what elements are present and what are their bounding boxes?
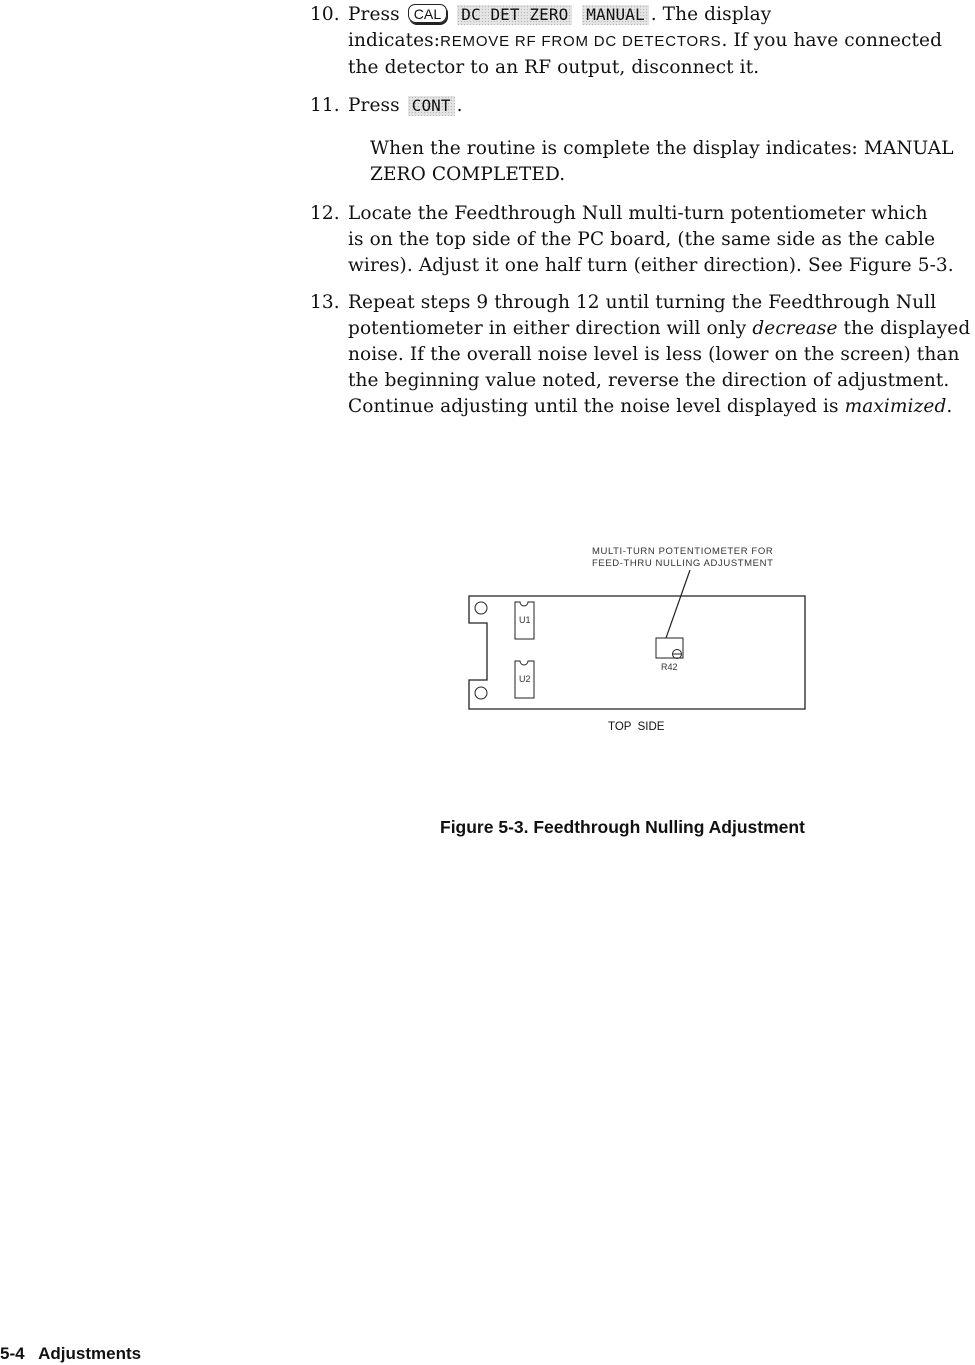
emphasis-maximized: maximized [844, 396, 947, 417]
callout-label-line1: MULTI-TURN POTENTIOMETER FOR [592, 546, 774, 557]
step-body [348, 290, 975, 420]
step-number: 13. [310, 292, 340, 313]
r42-potentiometer [656, 638, 683, 658]
u2-label: U2 [519, 674, 531, 684]
callout-label-line2: FEED-THRU NULLING ADJUSTMENT [592, 558, 774, 569]
cal-hardkey[interactable]: CAL [408, 4, 448, 23]
step-body [348, 2, 975, 81]
step-note [370, 136, 975, 188]
display-message: REMOVE RF FROM DC DETECTORS [440, 33, 722, 50]
press-text: Press [348, 95, 400, 116]
manual-softkey[interactable]: MANUAL [582, 5, 648, 25]
figure-caption: Figure 5-3. Feedthrough Nulling Adjustment [440, 817, 805, 837]
step-line: wires). Adjust it one half turn (either direction). See Figure 5-3. [348, 255, 954, 276]
step-line: noise. If the overall noise level is less (lower on the screen) than [348, 344, 960, 365]
cont-softkey[interactable]: CONT [408, 96, 455, 116]
step-text: . The display [650, 4, 772, 25]
step-body [348, 93, 975, 119]
step-text: the displayed [837, 318, 971, 339]
step-line [348, 93, 975, 119]
page-number: 5-4 [0, 1344, 25, 1363]
step-body [348, 201, 975, 279]
u1-label: U1 [519, 615, 531, 625]
mounting-hole-top [475, 602, 487, 614]
step-line: the beginning value noted, reverse the direction of adjustment. [348, 370, 950, 391]
step-text: . [456, 95, 463, 116]
dc-det-zero-softkey[interactable]: DC DET ZERO [457, 5, 572, 25]
step-text: potentiometer in either direction will only [348, 318, 753, 339]
step-line [348, 2, 975, 28]
step-line [348, 28, 975, 55]
step-line: Repeat steps 9 through 12 until turning the Feedthrough Null [348, 292, 937, 313]
top-side-label: TOP SIDE [608, 721, 665, 733]
feedthrough-board-diagram [320, 540, 970, 740]
step-line [348, 316, 975, 342]
note-line: ZERO COMPLETED. [370, 164, 566, 185]
r42-label: R42 [661, 662, 678, 672]
step-text: indicates: [348, 30, 441, 51]
press-text: Press [348, 4, 400, 25]
step-line: Locate the Feedthrough Null multi-turn potentiometer which [348, 203, 928, 224]
section-title: Adjustments [38, 1344, 142, 1363]
step-line: is on the top side of the PC board, (the same side as the cable [348, 229, 936, 250]
pc-board-outline [469, 596, 805, 709]
step-number: 10. [310, 4, 340, 25]
step-number: 12. [310, 203, 340, 224]
step-text: Continue adjusting until the noise level displayed is [348, 396, 845, 417]
emphasis-decrease: decrease [752, 318, 838, 339]
step-text: . If you have connected [721, 30, 943, 51]
step-line [348, 394, 975, 420]
step-text: . [946, 396, 953, 417]
step-number: 11. [310, 95, 340, 116]
note-line: When the routine is complete the display indicates: MANUAL [370, 138, 954, 159]
step-line: the detector to an RF output, disconnect it. [348, 57, 760, 78]
page-footer [0, 1344, 141, 1364]
mounting-hole-bottom [475, 687, 487, 699]
callout-leader-line [666, 570, 690, 638]
